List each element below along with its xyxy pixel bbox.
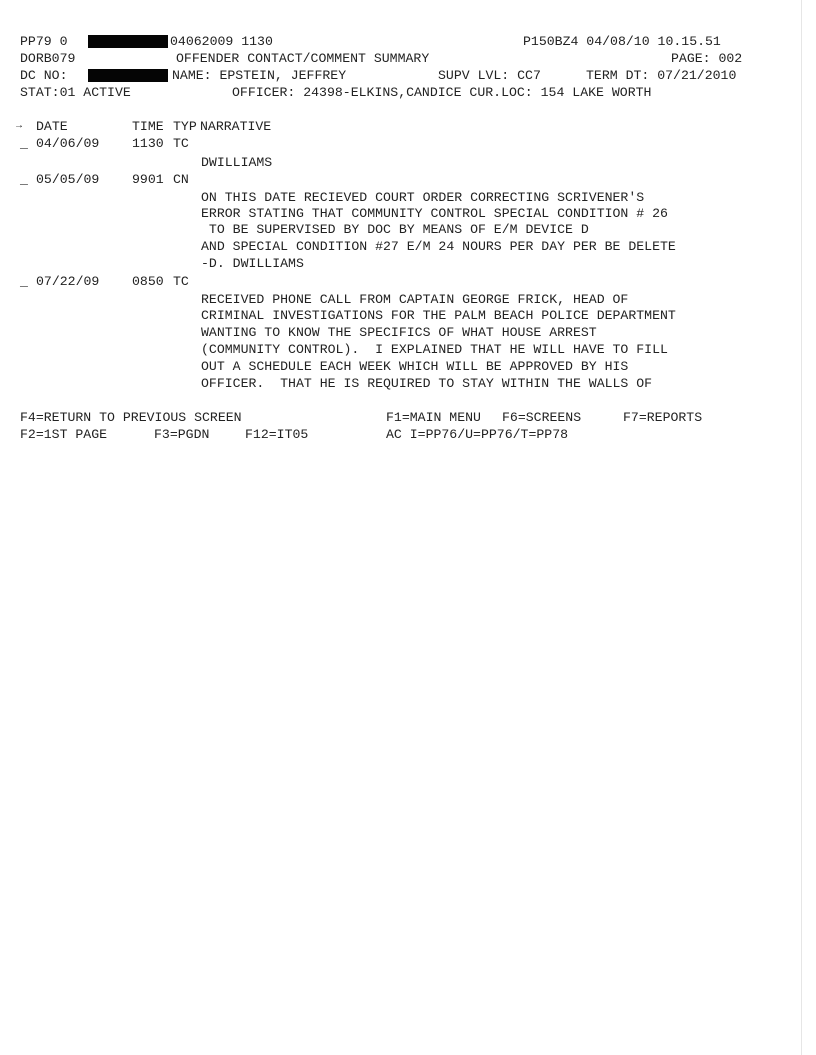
- narrative-line: WANTING TO KNOW THE SPECIFICS OF WHAT HOUSE ARREST: [201, 325, 597, 340]
- entry-time: 1130: [132, 136, 164, 151]
- entry-type: CN: [173, 172, 189, 187]
- narrative-line: ERROR STATING THAT COMMUNITY CONTROL SPECIAL CONDITION # 26: [201, 206, 668, 221]
- entry-time: 0850: [132, 274, 164, 289]
- scan-edge: [801, 0, 816, 1055]
- entry-date: 05/05/09: [36, 172, 100, 187]
- entry-type: TC: [173, 274, 189, 289]
- narrative-line: CRIMINAL INVESTIGATIONS FOR THE PALM BEACH POLICE DEPARTMENT: [201, 308, 676, 323]
- f6-screens-key[interactable]: F6=SCREENS: [502, 410, 582, 425]
- page-number: PAGE: 002: [671, 51, 743, 66]
- entry-date: 04/06/09: [36, 136, 100, 151]
- narrative-line: AND SPECIAL CONDITION #27 E/M 24 NOURS PER DAY PER BE DELETE: [201, 239, 676, 254]
- dc-number-label: DC NO:: [20, 68, 68, 83]
- f12-it05-key[interactable]: F12=IT05: [245, 427, 309, 442]
- screen-id: DORB079: [20, 51, 76, 66]
- status: STAT:01 ACTIVE: [20, 85, 131, 100]
- officer-location: OFFICER: 24398-ELKINS,CANDICE CUR.LOC: 154 LAKE WORTH: [232, 85, 652, 100]
- record-id: 04062009 1130: [170, 34, 273, 49]
- narrative-line: OUT A SCHEDULE EACH WEEK WHICH WILL BE APPROVED BY HIS: [201, 359, 629, 374]
- row-selector[interactable]: _: [20, 136, 28, 151]
- offender-name: NAME: EPSTEIN, JEFFREY: [172, 68, 347, 83]
- narrative-line: ON THIS DATE RECIEVED COURT ORDER CORRECTING SCRIVENER'S: [201, 190, 645, 205]
- term-date: TERM DT: 07/21/2010: [586, 68, 737, 83]
- entry-time: 9901: [132, 172, 164, 187]
- entry-type: TC: [173, 136, 189, 151]
- column-date: DATE: [36, 119, 68, 134]
- program-timestamp: P150BZ4 04/08/10 10.15.51: [523, 34, 721, 49]
- f4-return-key[interactable]: F4=RETURN TO PREVIOUS SCREEN: [20, 410, 242, 425]
- selection-column-marker: →: [16, 121, 23, 132]
- page-title: OFFENDER CONTACT/COMMENT SUMMARY: [176, 51, 430, 66]
- narrative-line: OFFICER. THAT HE IS REQUIRED TO STAY WITHIN THE WALLS OF: [201, 376, 653, 391]
- row-selector[interactable]: _: [20, 172, 28, 187]
- f1-main-menu-key[interactable]: F1=MAIN MENU: [386, 410, 481, 425]
- narrative-line: (COMMUNITY CONTROL). I EXPLAINED THAT HE WILL HAVE TO FILL: [201, 342, 668, 357]
- narrative-line: DWILLIAMS: [201, 155, 273, 170]
- row-selector[interactable]: _: [20, 274, 28, 289]
- entry-date: 07/22/09: [36, 274, 100, 289]
- column-type: TYP: [173, 119, 197, 134]
- action-codes: AC I=PP76/U=PP76/T=PP78: [386, 427, 569, 442]
- f7-reports-key[interactable]: F7=REPORTS: [623, 410, 703, 425]
- narrative-line: RECEIVED PHONE CALL FROM CAPTAIN GEORGE FRICK, HEAD OF: [201, 292, 629, 307]
- f2-first-page-key[interactable]: F2=1ST PAGE: [20, 427, 108, 442]
- narrative-line: TO BE SUPERVISED BY DOC BY MEANS OF E/M DEVICE D: [201, 222, 589, 237]
- function-key-row-2: [20, 427, 780, 523]
- f3-page-down-key[interactable]: F3=PGDN: [154, 427, 210, 442]
- column-time: TIME: [132, 119, 164, 134]
- narrative-line: -D. DWILLIAMS: [201, 256, 304, 271]
- supervision-level: SUPV LVL: CC7: [438, 68, 541, 83]
- redaction-bar: [88, 35, 168, 48]
- redaction-bar: [88, 69, 168, 82]
- column-narrative: NARRATIVE: [200, 119, 272, 134]
- system-code: PP79 0: [20, 34, 68, 49]
